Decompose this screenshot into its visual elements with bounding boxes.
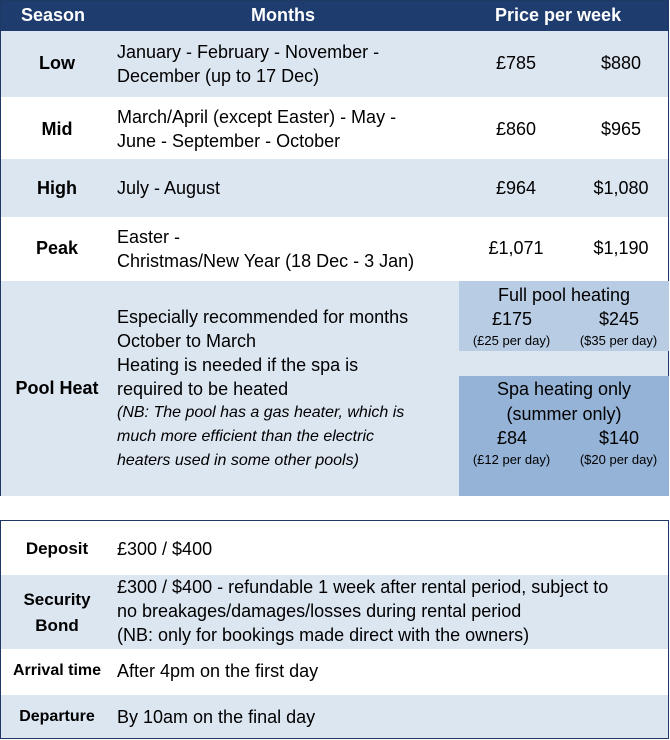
price-usd: $880 [600,53,642,73]
months-cell [117,176,220,200]
spa-gbp-per-day: (£12 per day) [472,452,551,467]
price-gbp: £785 [495,53,537,73]
price-gbp: £1,071 [488,238,544,258]
security-bond-line: £300 / $400 - refundable 1 week after rental period, subject to [117,577,609,597]
pool-note-line: heaters used in some other pools) [117,452,359,469]
pool-note-line: (NB: The pool has a gas heater, which is [117,404,405,421]
season-label: Mid [41,119,73,139]
months-cell [117,40,379,88]
full-pool-gbp: £175 [491,309,533,329]
pool-heat-label: Pool Heat [15,378,99,398]
header-price: Price per week [495,5,622,25]
deposit-label: Deposit [25,539,89,558]
table-row [1,97,668,159]
price-usd: $1,080 [593,178,649,198]
table-row [1,159,668,217]
header-season: Season [21,5,86,25]
security-bond-label [1,587,113,639]
months-line: Easter - [117,227,181,247]
arrival-time-value: After 4pm on the first day [117,661,319,681]
departure-label: Departure [19,708,95,725]
security-bond-label-line: Security [23,590,91,609]
table-row [1,31,668,97]
deposit-value: £300 / $400 [117,539,213,559]
season-label: High [37,178,77,198]
pool-line: October to March [117,331,257,351]
spa-usd: $140 [598,428,640,448]
table-header [1,1,668,31]
pool-line: required to be heated [117,379,289,399]
table-row [1,521,668,575]
full-pool-usd: $245 [598,309,640,329]
season-label: Low [39,53,75,73]
months-line: July - August [117,178,221,198]
spa-heating-box [459,376,669,496]
security-bond-line: (NB: only for bookings made direct with the owners) [117,625,530,645]
full-pool-gbp-per-day: (£25 per day) [472,333,551,348]
pool-note-line: much more efficient than the electric [117,428,375,445]
terms-table [0,520,669,739]
security-bond-label-line: Bond [35,616,79,635]
full-pool-heating-title: Full pool heating [497,285,631,305]
spa-heating-title: Spa heating only [496,379,632,399]
security-bond-value [117,575,608,647]
departure-value: By 10am on the final day [117,707,316,727]
months-line: December (up to 17 Dec) [117,66,320,86]
months-line: March/April (except Easter) - May - [117,107,397,127]
pool-heat-row [1,281,668,496]
pool-heat-description [117,305,457,473]
spa-gbp: £84 [496,428,528,448]
months-cell [117,225,414,273]
table-row [1,217,668,281]
season-label: Peak [35,238,79,258]
spa-heating-subtitle: (summer only) [506,404,622,424]
months-line: June - September - October [117,131,341,151]
months-cell [117,105,396,153]
full-pool-heating-box [459,281,669,351]
security-bond-line: no breakages/damages/losses during rental period [117,601,522,621]
price-usd: $1,190 [593,238,649,258]
table-row [1,695,668,738]
price-gbp: £964 [495,178,537,198]
table-row [1,575,668,649]
spa-usd-per-day: ($20 per day) [579,452,658,467]
table-row [1,649,668,695]
pool-line: Especially recommended for months [117,307,409,327]
months-line: Christmas/New Year (18 Dec - 3 Jan) [117,251,415,271]
pool-line: Heating is needed if the spa is [117,355,359,375]
price-gbp: £860 [495,119,537,139]
months-line: January - February - November - [117,42,380,62]
full-pool-usd-per-day: ($35 per day) [579,333,658,348]
arrival-time-label: Arrival time [12,662,102,679]
price-usd: $965 [600,119,642,139]
header-months: Months [251,5,315,25]
